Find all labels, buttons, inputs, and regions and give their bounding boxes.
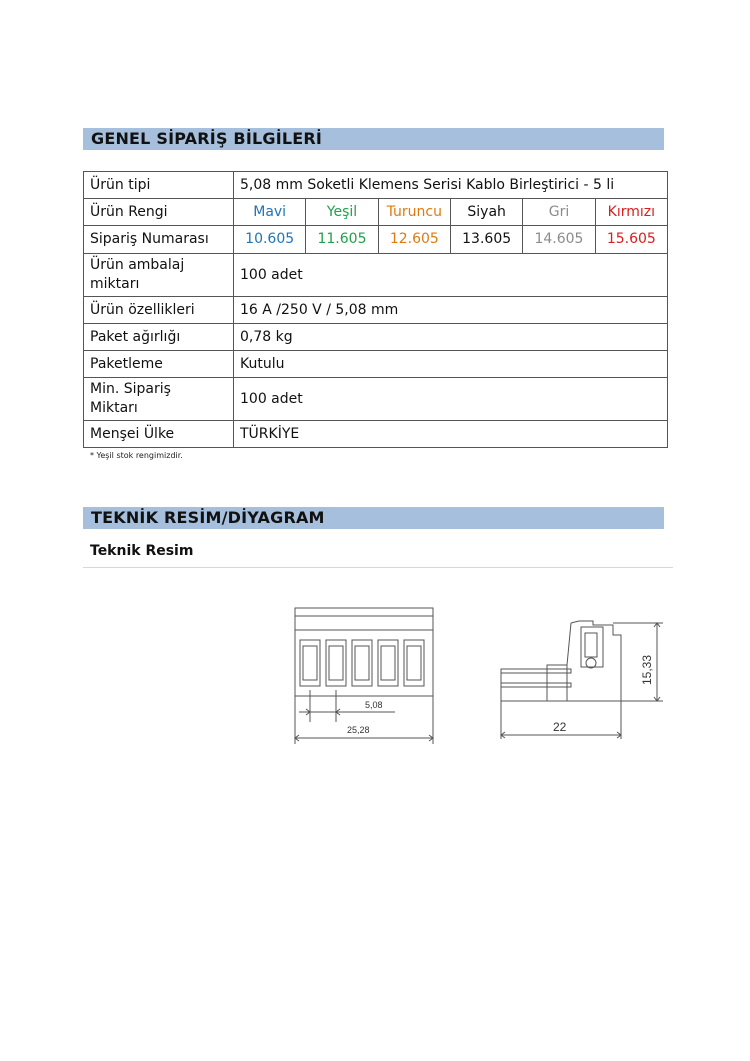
front-view-drawing <box>285 600 445 750</box>
side-view-drawing <box>495 615 675 750</box>
value-features: 16 A /250 V / 5,08 mm <box>234 297 668 324</box>
label-line: Min. Sipariş <box>90 381 171 397</box>
divider <box>83 567 673 568</box>
dim-length-label: 22 <box>553 720 567 734</box>
order-code-black: 13.605 <box>450 226 522 254</box>
value-product-type: 5,08 mm Soketli Klemens Serisi Kablo Birleştirici - 5 li <box>234 172 668 199</box>
table-row <box>84 351 668 378</box>
color-name-black: Siyah <box>450 199 522 226</box>
table-row <box>84 421 668 448</box>
color-name-green: Yeşil <box>306 199 378 226</box>
order-code-red: 15.605 <box>595 226 667 254</box>
table-row <box>84 172 668 199</box>
order-code-blue: 10.605 <box>234 226 306 254</box>
label-packing: Paketleme <box>84 351 234 378</box>
subsection-title-technical-drawing: Teknik Resim <box>90 543 194 559</box>
dim-height-label: 15,33 <box>640 654 654 685</box>
label-product-color: Ürün Rengi <box>84 199 234 226</box>
table-row <box>84 378 668 421</box>
value-origin: TÜRKİYE <box>234 421 668 448</box>
label-min-order <box>84 378 234 421</box>
color-name-orange: Turuncu <box>378 199 450 226</box>
stock-color-note: * Yeşil stok rengimizdir. <box>90 451 183 460</box>
label-line: Ürün ambalaj <box>90 257 185 273</box>
table-row <box>84 254 668 297</box>
value-packing: Kutulu <box>234 351 668 378</box>
label-line: miktarı <box>90 276 140 292</box>
label-line: Miktarı <box>90 400 138 416</box>
value-min-order: 100 adet <box>234 378 668 421</box>
dim-width-label: 25,28 <box>347 725 370 735</box>
value-package-weight: 0,78 kg <box>234 324 668 351</box>
order-code-gray: 14.605 <box>523 226 595 254</box>
connector-body-outline <box>295 608 433 696</box>
dim-pitch-label: 5,08 <box>365 700 383 710</box>
label-packaging-qty <box>84 254 234 297</box>
product-spec-table <box>83 171 668 448</box>
value-packaging-qty: 100 adet <box>234 254 668 297</box>
color-name-gray: Gri <box>523 199 595 226</box>
table-row <box>84 199 668 226</box>
order-code-orange: 12.605 <box>378 226 450 254</box>
section-title-general-order-info: GENEL SİPARİŞ BİLGİLERİ <box>83 128 664 150</box>
label-features: Ürün özellikleri <box>84 297 234 324</box>
label-origin: Menşei Ülke <box>84 421 234 448</box>
color-name-red: Kırmızı <box>595 199 667 226</box>
label-order-number: Sipariş Numarası <box>84 226 234 254</box>
section-title-technical-drawing: TEKNİK RESİM/DİYAGRAM <box>83 507 664 529</box>
table-row <box>84 226 668 254</box>
label-product-type: Ürün tipi <box>84 172 234 199</box>
table-row <box>84 297 668 324</box>
label-package-weight: Paket ağırlığı <box>84 324 234 351</box>
color-name-blue: Mavi <box>234 199 306 226</box>
order-code-green: 11.605 <box>306 226 378 254</box>
table-row <box>84 324 668 351</box>
